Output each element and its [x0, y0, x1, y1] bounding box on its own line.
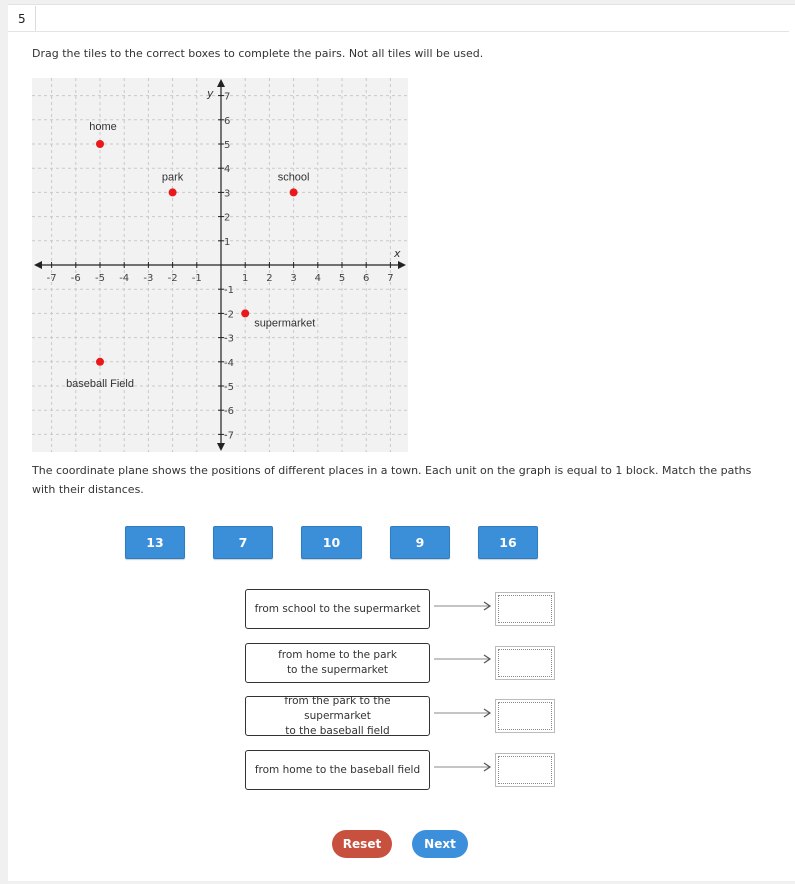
- x-tick-label: 6: [363, 273, 370, 284]
- point-supermarket: [241, 309, 249, 317]
- x-tick-label: 4: [314, 273, 321, 284]
- y-tick-label: -4: [224, 357, 234, 369]
- y-axis-label: y: [207, 87, 214, 100]
- y-tick-label: -5: [224, 382, 234, 393]
- x-tick-label: 2: [266, 273, 273, 284]
- x-tick-label: -3: [143, 273, 154, 284]
- instruction-text: Drag the tiles to the correct boxes to complete the pairs. Not all tiles will be used.: [32, 47, 484, 60]
- point-school: [290, 188, 298, 196]
- y-tick-label: -1: [224, 285, 234, 297]
- y-tick-label: -7: [224, 430, 234, 442]
- drop-box-4[interactable]: [495, 753, 555, 787]
- question-number: 5: [8, 6, 36, 32]
- point-home: [96, 140, 104, 148]
- point-label: school: [277, 171, 310, 184]
- tile-10-blocks[interactable]: 10 blocks: [301, 526, 362, 559]
- coordinate-plane: [32, 78, 408, 452]
- x-tick-label: 7: [387, 273, 394, 284]
- point-baseball-field: [96, 358, 104, 366]
- point-label: supermarket: [254, 317, 316, 330]
- prompt-line: from home to the baseball field: [254, 763, 421, 776]
- y-tick-label: 7: [224, 91, 231, 103]
- x-axis-label: x: [394, 247, 401, 260]
- x-tick-label: -1: [191, 273, 202, 284]
- point-park: [169, 188, 177, 196]
- y-tick-label: 3: [224, 188, 231, 200]
- prompt-home-to-baseball: [245, 750, 430, 790]
- x-tick-label: -6: [70, 273, 81, 284]
- x-tick-label: 3: [290, 273, 297, 284]
- y-tick-label: -2: [224, 309, 234, 321]
- y-tick-label: 5: [224, 140, 231, 151]
- point-label: baseball Field: [66, 377, 134, 390]
- y-tick-label: 4: [224, 164, 231, 176]
- tile-9-blocks[interactable]: 9 blocks: [390, 526, 450, 559]
- tile-7-blocks[interactable]: 7 blocks: [213, 526, 273, 559]
- x-tick-label: 5: [338, 273, 346, 284]
- prompt-line: to the baseball field: [285, 724, 390, 737]
- next-button[interactable]: Next: [412, 830, 468, 858]
- x-tick-label: -5: [95, 273, 105, 284]
- drop-box-3[interactable]: [495, 699, 555, 733]
- prompt-line: from home to the park: [278, 649, 397, 661]
- y-tick-label: -6: [224, 406, 234, 418]
- arrow-icon: [434, 601, 492, 611]
- prompt-school-to-supermarket: [245, 589, 430, 629]
- point-label: home: [89, 121, 117, 133]
- x-tick-label: -2: [167, 273, 178, 284]
- x-tick-label: -4: [119, 273, 130, 284]
- prompt-home-park-supermarket: [245, 643, 430, 683]
- y-tick-label: 2: [224, 212, 231, 224]
- prompt-line: to the supermarket: [286, 664, 389, 676]
- x-tick-label: 1: [242, 273, 249, 284]
- x-tick-label: -7: [46, 273, 57, 284]
- point-label: park: [161, 171, 184, 184]
- y-tick-label: 6: [224, 115, 231, 127]
- reset-button[interactable]: Reset: [332, 830, 392, 858]
- y-tick-label: -3: [224, 333, 234, 345]
- prompt-line: from school to the supermarket: [254, 602, 421, 615]
- prompt-line: from the park to the supermarket: [284, 694, 391, 722]
- prompt-park-supermarket-baseball: [245, 696, 430, 736]
- arrow-icon: [434, 708, 492, 718]
- y-tick-label: 1: [224, 236, 231, 248]
- tile-13-blocks[interactable]: 13 blocks: [125, 526, 185, 559]
- arrow-icon: [434, 654, 492, 664]
- drop-box-2[interactable]: [495, 646, 555, 680]
- arrow-icon: [434, 762, 492, 772]
- divider: [8, 31, 789, 32]
- tile-16-blocks[interactable]: 16 blocks: [478, 526, 538, 559]
- description-text: The coordinate plane shows the positions of different places in a town. Each unit on the graph is equal to 1 block. Match the paths with their distances.: [32, 464, 752, 496]
- drop-box-1[interactable]: [495, 592, 555, 626]
